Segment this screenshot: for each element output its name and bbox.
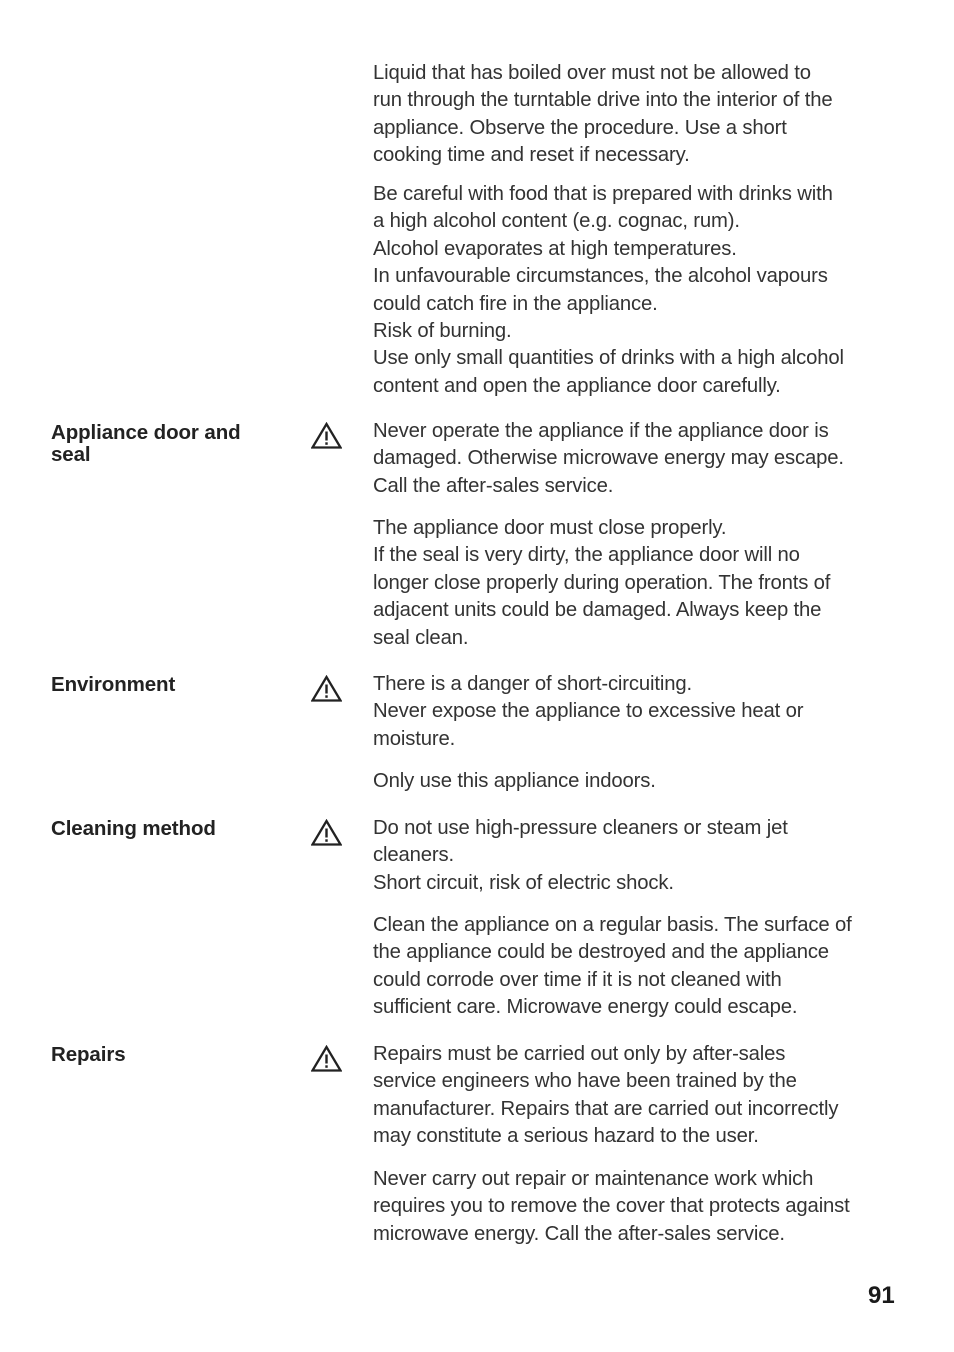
heading-line: seal (51, 443, 91, 466)
text-line: run through the turntable drive into the interior of the (373, 89, 833, 112)
text-line: sufficient care. Microwave energy could escape. (373, 996, 798, 1019)
text-line: longer close properly during operation. The fronts of (373, 571, 831, 594)
environment-info-paragraph (373, 768, 908, 795)
text-line: Risk of burning. (373, 320, 512, 343)
intro-paragraph-alcohol (373, 181, 908, 400)
text-line: If the seal is very dirty, the appliance door will no (373, 544, 800, 567)
text-line: Alcohol evaporates at high temperatures. (373, 237, 737, 260)
text-line: Call the after-sales service. (373, 474, 614, 497)
text-line: cleaners. (373, 844, 454, 867)
warning-triangle-icon (311, 675, 342, 702)
heading-line: Cleaning method (51, 817, 216, 840)
text-line: Do not use high-pressure cleaners or steam jet (373, 817, 788, 839)
warning-triangle-icon (311, 422, 342, 449)
text-line: content and open the appliance door carefully. (373, 374, 781, 397)
text-line: may constitute a serious hazard to the user. (373, 1125, 759, 1148)
text-line: Only use this appliance indoors. (373, 770, 656, 792)
text-line: In unfavourable circumstances, the alcohol vapours (373, 265, 828, 288)
text-line: Be careful with food that is prepared with drinks with (373, 183, 833, 205)
text-line: damaged. Otherwise microwave energy may escape. (373, 447, 844, 470)
text-line: appliance. Observe the procedure. Use a short (373, 116, 787, 139)
text-line: seal clean. (373, 626, 469, 649)
section-heading-environment (51, 674, 281, 696)
text-line: Repairs must be carried out only by after-sales (373, 1043, 786, 1065)
text-line: cooking time and reset if necessary. (373, 144, 690, 167)
text-line: microwave energy. Call the after-sales service. (373, 1222, 785, 1245)
text-line: Use only small quantities of drinks with a high alcohol (373, 347, 844, 370)
text-line: manufacturer. Repairs that are carried out incorrectly (373, 1097, 839, 1120)
text-line: The appliance door must close properly. (373, 517, 727, 539)
text-line: Short circuit, risk of electric shock. (373, 871, 674, 894)
page-number: 91 (868, 1282, 895, 1309)
text-line: Never operate the appliance if the appliance door is (373, 420, 829, 442)
heading-line: Environment (51, 673, 176, 696)
text-line: Clean the appliance on a regular basis. The surface of (373, 914, 852, 936)
text-line: moisture. (373, 727, 456, 750)
text-line: could corrode over time if it is not cleaned with (373, 968, 782, 991)
repairs-info-paragraph (373, 1166, 908, 1248)
text-line: the appliance could be destroyed and the appliance (373, 941, 829, 964)
door-info-paragraph (373, 515, 908, 652)
text-line: requires you to remove the cover that protects against (373, 1195, 850, 1218)
repairs-warning-paragraph (373, 1041, 908, 1151)
section-heading-repairs (51, 1044, 281, 1066)
text-line: could catch fire in the appliance. (373, 292, 658, 315)
warning-triangle-icon (311, 1045, 342, 1072)
intro-paragraph-turntable (373, 60, 908, 170)
text-line: a high alcohol content (e.g. cognac, rum). (373, 210, 740, 233)
heading-line: Repairs (51, 1043, 126, 1066)
cleaning-info-paragraph (373, 912, 908, 1022)
section-heading-appliance-door (51, 422, 281, 466)
text-line: service engineers who have been trained by the (373, 1070, 797, 1093)
heading-line: Appliance door and (51, 421, 241, 444)
cleaning-warning-paragraph (373, 815, 908, 897)
text-line: Never carry out repair or maintenance work which (373, 1168, 814, 1190)
warning-triangle-icon (311, 819, 342, 846)
text-line: Never expose the appliance to excessive heat or (373, 700, 804, 723)
text-line: adjacent units could be damaged. Always keep the (373, 599, 822, 622)
section-heading-cleaning-method (51, 818, 281, 840)
text-line: Liquid that has boiled over must not be allowed to (373, 62, 811, 84)
text-line: There is a danger of short-circuiting. (373, 673, 692, 695)
environment-warning-paragraph (373, 671, 908, 753)
door-warning-paragraph (373, 418, 908, 500)
